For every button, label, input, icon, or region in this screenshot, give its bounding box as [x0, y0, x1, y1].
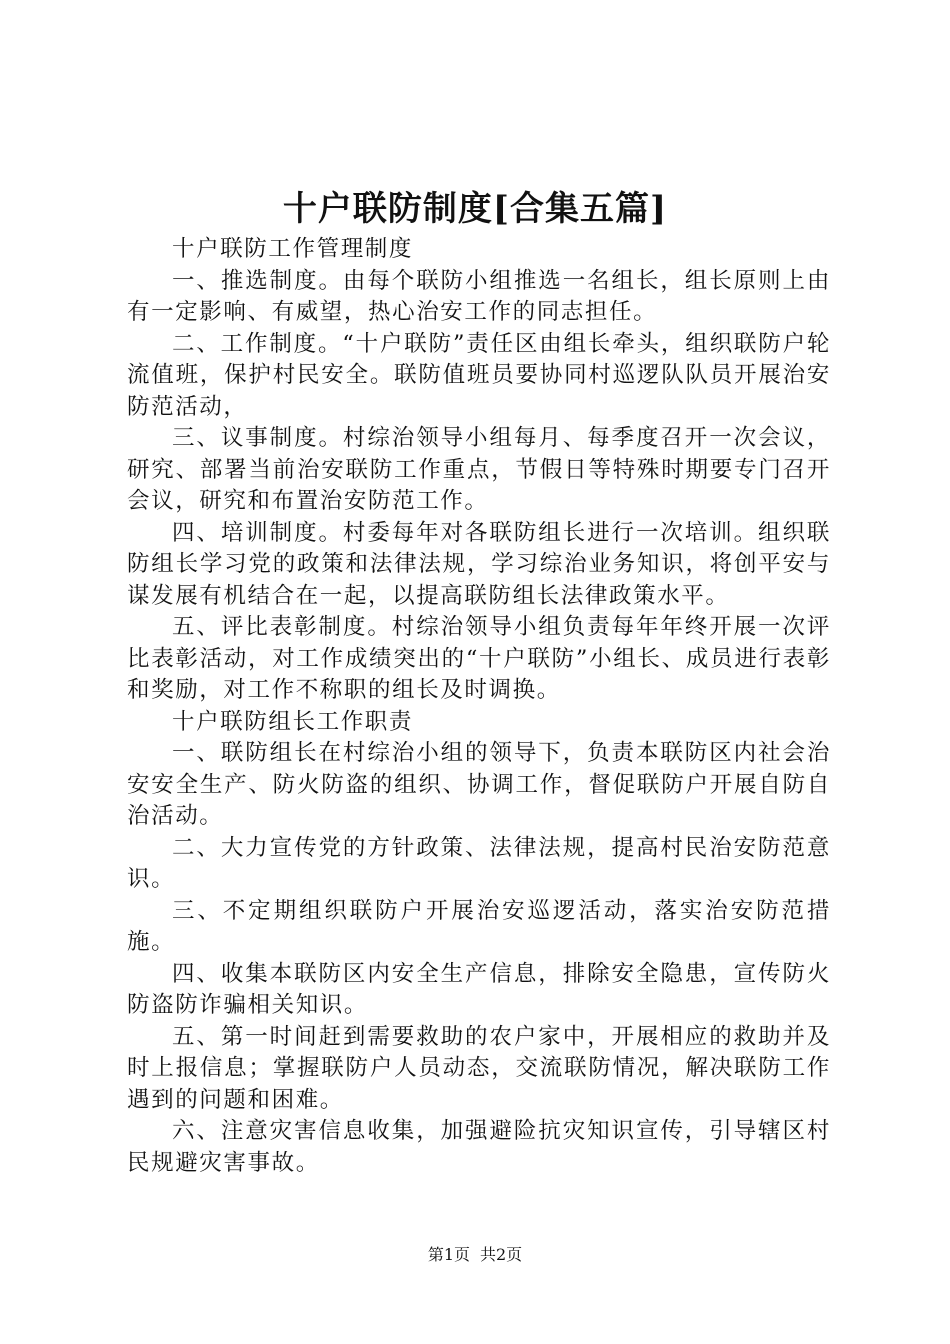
section-heading-leader-duties: 十户联防组长工作职责 — [172, 708, 414, 735]
page-title: 十户联防制度[合集五篇] — [282, 189, 668, 229]
page-number-current: 第1页 — [427, 1245, 470, 1264]
paragraph-duty-1: 一、联防组长在村综治小组的领导下，负责本联防区内社会治安安全生产、防火防盗的组织、协调工作，督促联防户开展自防自治活动。 — [127, 740, 831, 829]
page-footer — [0, 1244, 950, 1266]
paragraph-work-system: 二、工作制度。“十户联防”责任区由组长牵头，组织联防户轮流值班，保护村民安全。联防值班员要协同村巡逻队队员开展治安防范活动， — [127, 330, 831, 420]
paragraph-recommendation-system: 一、推选制度。由每个联防小组推选一名组长，组长原则上由有一定影响、有威望，热心治安工作的同志担任。 — [127, 267, 831, 325]
document-body — [127, 234, 831, 1179]
page-number-total: 共2页 — [480, 1245, 523, 1264]
paragraph-duty-3: 三、不定期组织联防户开展治安巡逻活动，落实治安防范措施。 — [127, 897, 831, 955]
paragraph-commendation-system: 五、评比表彰制度。村综治领导小组负责每年年终开展一次评比表彰活动，对工作成绩突出的“十户联防”小组长、成员进行表彰和奖励，对工作不称职的组长及时调换。 — [127, 614, 831, 703]
paragraph-duty-5: 五、第一时间赶到需要救助的农户家中，开展相应的救助并及时上报信息；掌握联防户人员动态，交流联防情况，解决联防工作遇到的问题和困难。 — [127, 1023, 831, 1113]
paragraph-meeting-system: 三、议事制度。村综治领导小组每月、每季度召开一次会议，研究、部署当前治安联防工作重点，节假日等特殊时期要专门召开会议，研究和布置治安防范工作。 — [127, 425, 831, 514]
paragraph-duty-4: 四、收集本联防区内安全生产信息，排除安全隐患，宣传防火防盗防诈骗相关知识。 — [127, 960, 831, 1018]
paragraph-duty-6: 六、注意灾害信息收集，加强避险抗灾知识宣传，引导辖区村民规避灾害事故。 — [127, 1118, 831, 1176]
section-heading-management: 十户联防工作管理制度 — [172, 236, 414, 262]
paragraph-duty-2: 二、大力宣传党的方针政策、法律法规，提高村民治安防范意识。 — [127, 834, 831, 892]
paragraph-training-system: 四、培训制度。村委每年对各联防组长进行一次培训。组织联防组长学习党的政策和法律法规，学习综治业务知识，将创平安与谋发展有机结合在一起，以提高联防组长法律政策水平。 — [127, 519, 831, 609]
